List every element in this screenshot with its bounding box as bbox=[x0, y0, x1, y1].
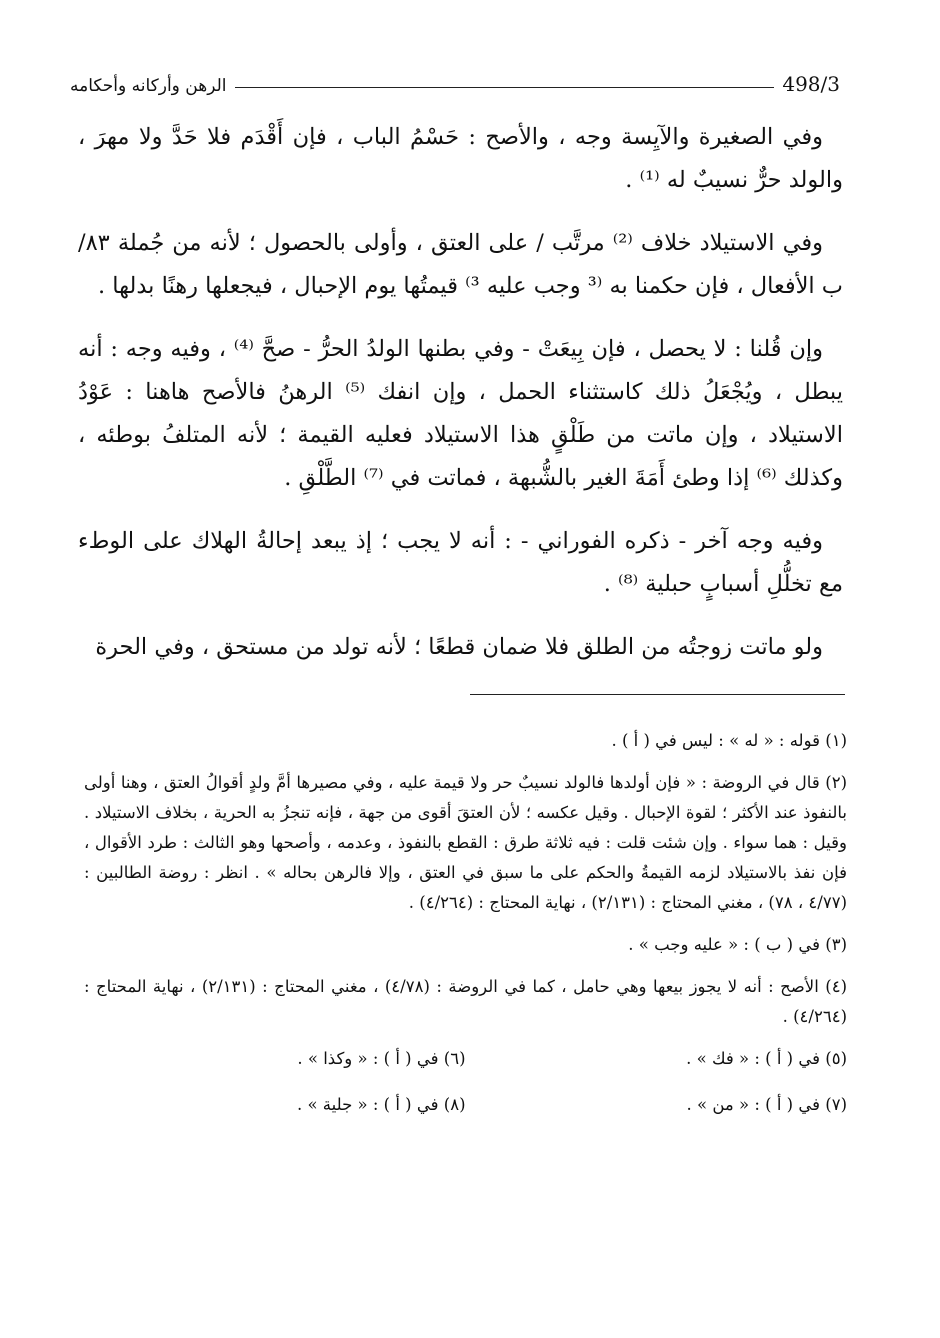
footnote-separator bbox=[470, 694, 845, 695]
footnote: (١) قوله : « له » : ليس في ( أ ) . bbox=[611, 731, 847, 750]
footnote: (٦) في ( أ ) : « وكذا » . bbox=[297, 1049, 466, 1068]
paragraph: وإن قُلنا : لا يحصل ، فإن بِيعَتْ - وفي بطنها الولدُ الحرُّ - صحَّ ⁽⁴⁾ ، وفيه وجه : أنه يبطل ، ويُجْعَلُ ذلك كاستثناء الحمل ، وإن انفك ⁽⁵⁾ الرهنُ فالأصح هاهنا : عَوْدُ الاستيلاد ، وإن ماتت من طَلْقٍ هذا الاستيلاد فعليه القيمة ؛ لأنه المتلفُ بوطئه ، وكذلك ⁽⁶⁾ إذا وطئ أَمَةَ الغير بالشُّبهة ، فماتت في ⁽⁷⁾ الطَّلْقِ . bbox=[78, 336, 843, 491]
footnote: (٢) قال في الروضة : « فإن أولدها فالولد نسيبٌ حر ولا قيمة عليه ، وفي مصيرها أمَّ ولدٍ أقوالُ العتق ، وهنا أولى بالنفوذ عند الأكثر ؛ لقوة الإحبال . وقيل عكسه ؛ لأن العتقَ أقوى من جهة ، فإنه تنجزُ به الحرية ، بخلاف الاستيلاد . وقيل : هما سواء . وإن شئت قلت : فيه ثلاثة طرق : القطع بالنفوذ ، وعدمه ، وأصحها وهو الثالث : طرد الأقوال ، فإن نفذ بالاستيلاد لزمه القيمةُ والحكم على ما سبق في العتق ، وإلا فالرهن بحاله » . انظر : روضة الطالبين : (٤/٧٧ ، ٧٨) ، مغني المحتاج : (٢/١٣١) ، نهاية المحتاج : (٤/٢٦٤) . bbox=[84, 773, 847, 912]
paragraph: ولو ماتت زوجتُه من الطلق فلا ضمان قطعًا ؛ لأنه تولد من مستحق ، وفي الحرة bbox=[95, 634, 823, 660]
paragraph: وفي الصغيرة والآيِسة وجه ، والأصح : حَسْمُ الباب ، فإن أَقْدَم فلا حَدَّ ولا مهرَ ، والولد حرٌّ نسيبٌ له ⁽¹⁾ . bbox=[78, 124, 843, 193]
paragraph: وفيه وجه آخر - ذكره الفوراني - : أنه لا يجب ؛ إذ يبعد إحالةُ الهلاك على الوطء مع تخلُّلِ أسبابٍ حبلية ⁽⁸⁾ . bbox=[78, 528, 843, 597]
footnote: (٣) في ( ب ) : « عليه وجب » . bbox=[628, 935, 847, 954]
footnotes bbox=[84, 726, 847, 1136]
main-text bbox=[78, 116, 843, 689]
footnote-row bbox=[84, 1044, 847, 1074]
running-title: الرهن وأركانه وأحكامه bbox=[70, 76, 227, 96]
footnote: (٧) في ( أ ) : « من » . bbox=[686, 1095, 847, 1114]
page-header bbox=[70, 56, 840, 96]
footnote-row bbox=[84, 1090, 847, 1120]
page-number: 498/3 bbox=[782, 72, 840, 96]
paragraph: وفي الاستيلاد خلاف ⁽²⁾ مرتَّب / على العتق ، وأولى بالحصول ؛ لأنه من جُملة ٨٣/ب الأفعال ، فإن حكمنا به ⁽³ وجب عليه ³⁾ قيمتُها يوم الإحبال ، فيجعلها رهنًا بدلها . bbox=[78, 230, 843, 299]
footnote: (٨) في ( أ ) : « جلية » . bbox=[296, 1095, 466, 1114]
footnote: (٥) في ( أ ) : « فك » . bbox=[686, 1049, 847, 1068]
header-rule bbox=[235, 87, 775, 88]
footnote: (٤) الأصح : أنه لا يجوز بيعها وهي حامل ، كما في الروضة : (٤/٧٨) ، مغني المحتاج : (٢/١٣١) ، نهاية المحتاج : (٤/٢٦٤) . bbox=[84, 977, 847, 1026]
